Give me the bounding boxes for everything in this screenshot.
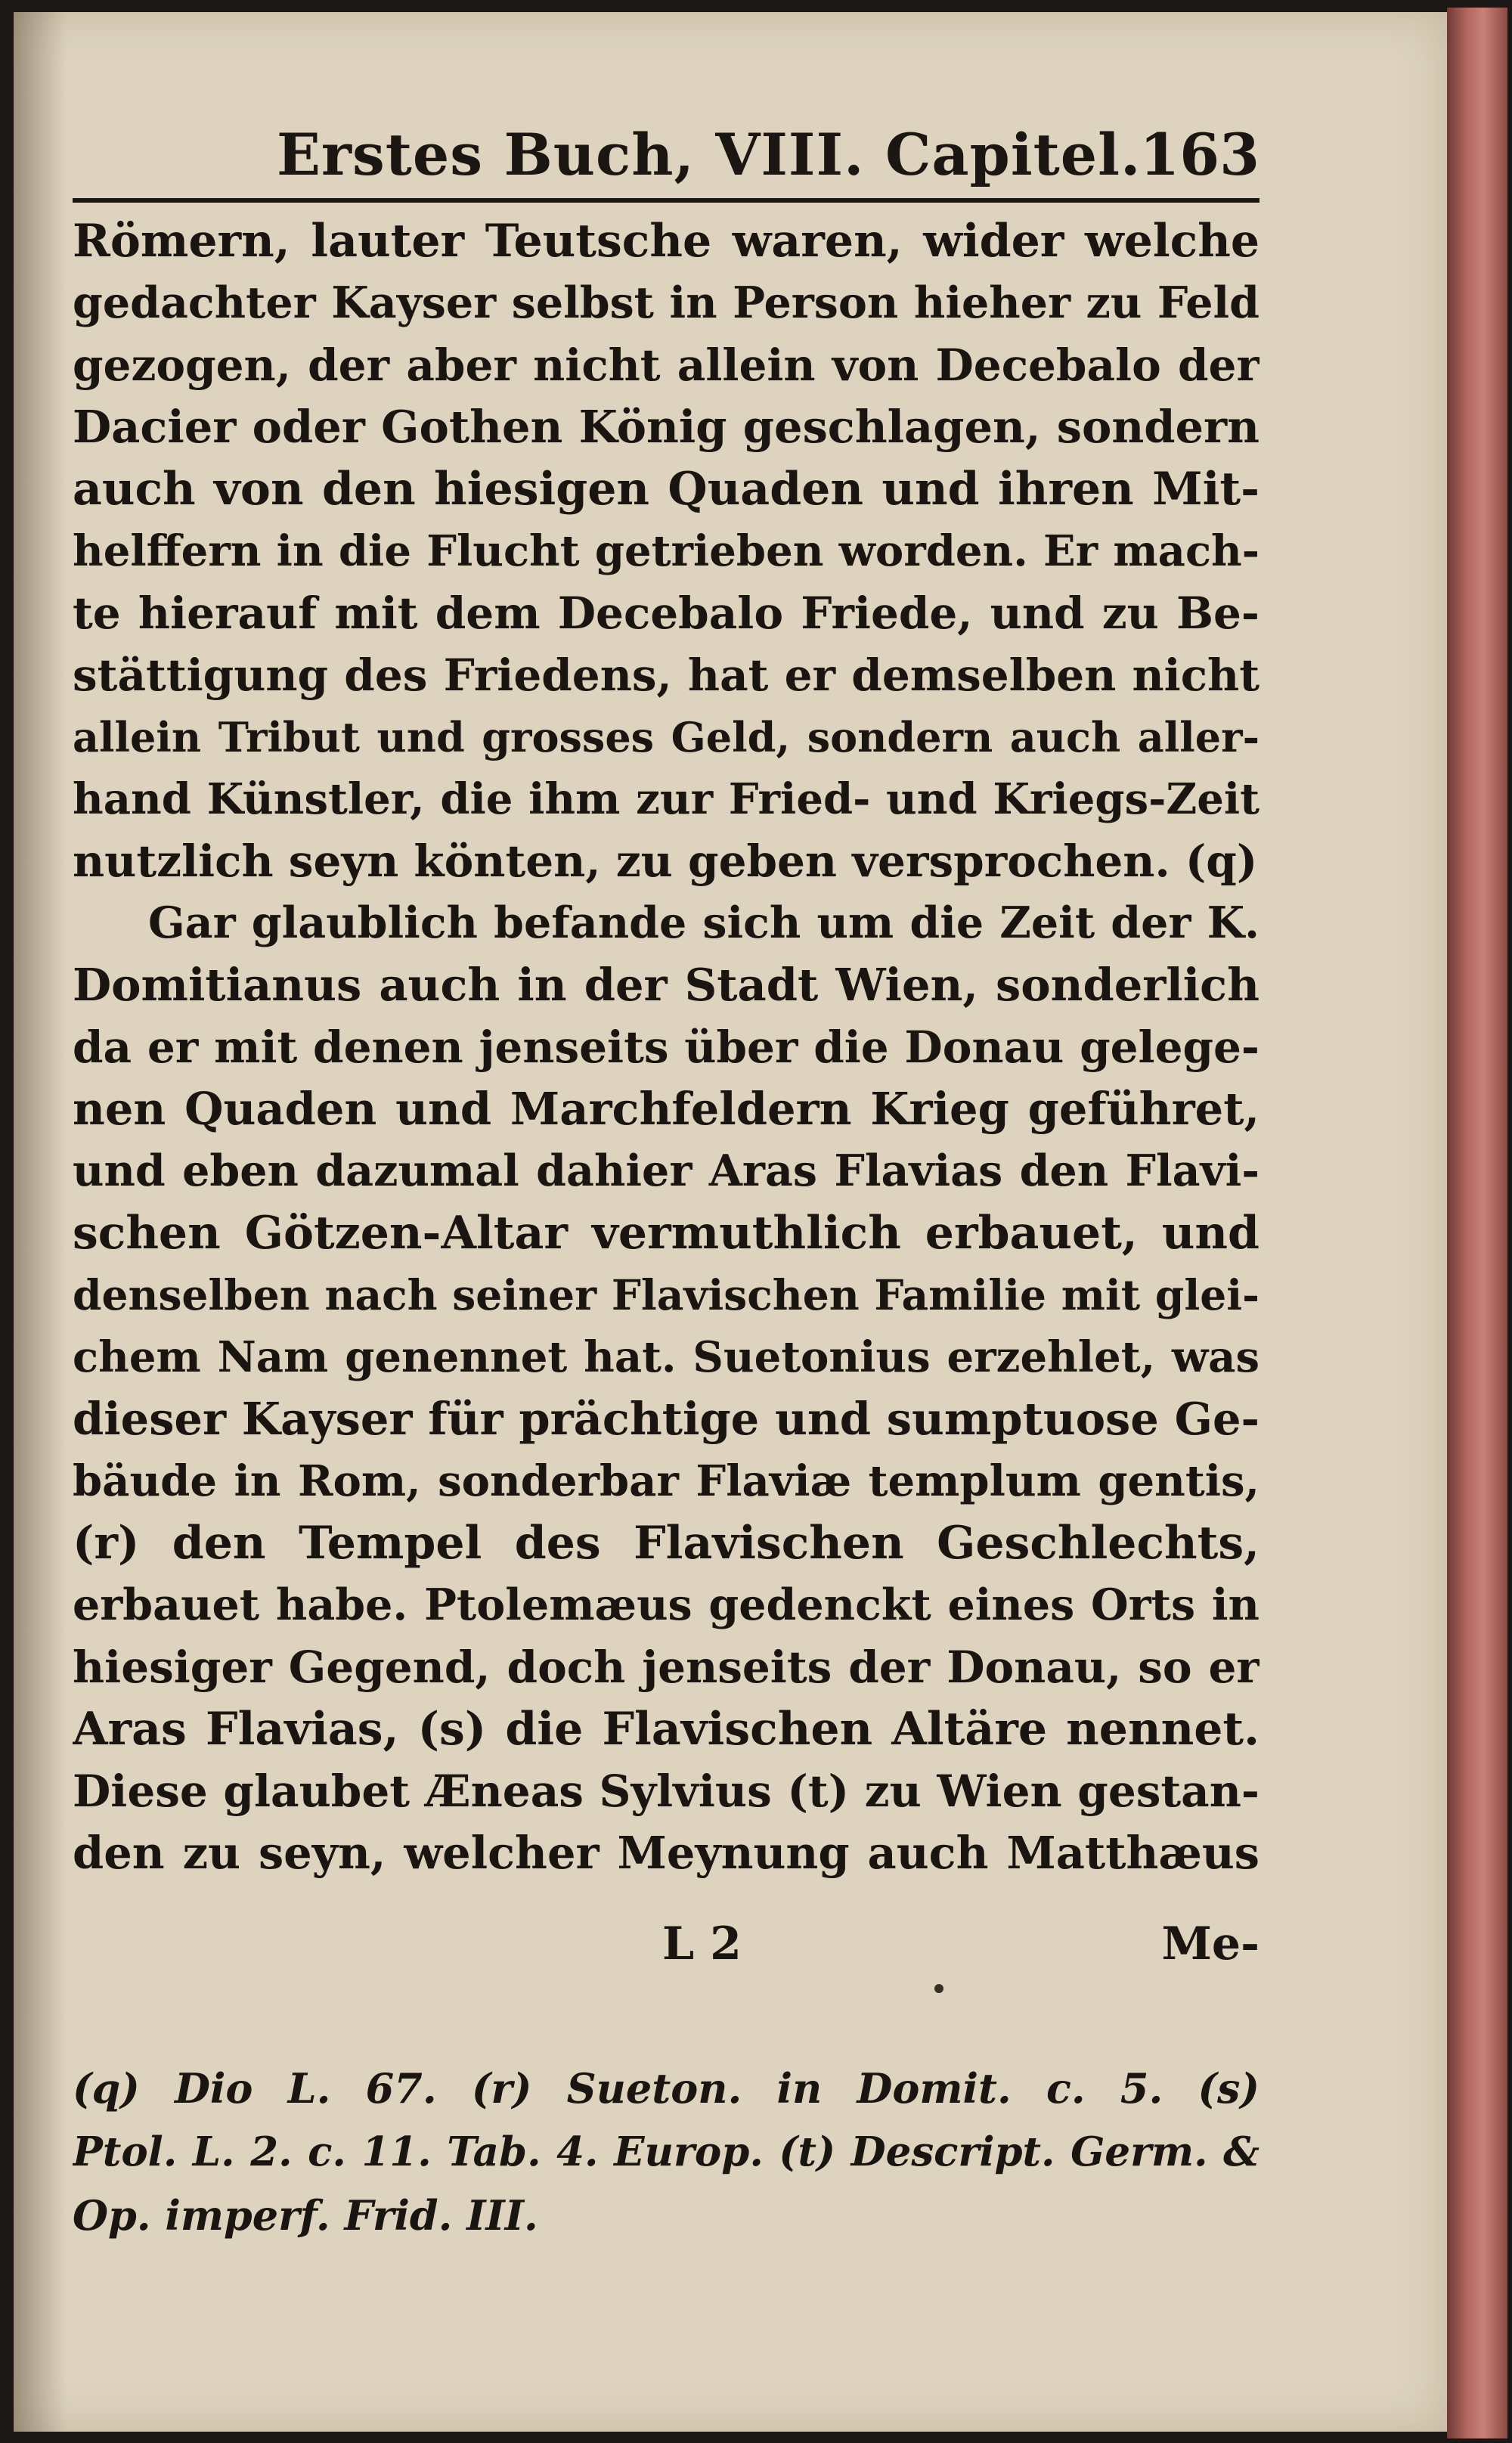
text-line: (r) den Tempel des Flavischen Geschlechts, xyxy=(73,1517,1259,1570)
text-line: allein Tribut und grosses Geld, sondern auch aller- xyxy=(73,713,1259,761)
page-bottom-line xyxy=(73,1918,1259,1978)
chapter-heading: Erstes Buch, VIII. Capitel. xyxy=(277,121,1142,188)
footnote-line: Op. imperf. Frid. III. xyxy=(73,2191,538,2240)
text-line: da er mit denen jenseits über die Donau gelege- xyxy=(73,1022,1259,1073)
footnotes xyxy=(73,2057,1259,2247)
page-edge xyxy=(1447,8,1507,2438)
text-line: erbauet habe. Ptolemæus gedenckt eines Orts in xyxy=(73,1580,1259,1630)
body-text xyxy=(73,210,1259,1884)
text-line: den zu seyn, welcher Meynung auch Matthæus xyxy=(73,1827,1259,1879)
footnote-line: (q) Dio L. 67. (r) Sueton. in Domit. c. 5. (s) xyxy=(73,2064,1259,2113)
text-line: helffern in die Flucht getrieben worden. Er mach- xyxy=(73,526,1259,576)
text-line: und eben dazumal dahier Aras Flavias den Flavi- xyxy=(73,1146,1259,1196)
text-line: chem Nam genennet hat. Suetonius erzehlet, was xyxy=(73,1332,1259,1382)
text-line: gedachter Kayser selbst in Person hieher zu Feld xyxy=(73,277,1259,328)
running-head xyxy=(73,113,1259,197)
text-line: denselben nach seiner Flavischen Familie mit glei- xyxy=(73,1270,1259,1319)
page-number: 163 xyxy=(1139,121,1259,188)
signature-mark: L 2 xyxy=(662,1918,742,1970)
text-line: schen Götzen-Altar vermuthlich erbauet, und xyxy=(73,1207,1259,1260)
text-line: stättigung des Friedens, hat er demselben nicht xyxy=(73,650,1259,701)
text-line: dieser Kayser für prächtige und sumptuose Ge- xyxy=(73,1393,1259,1445)
text-line: bäude in Rom, sonderbar Flaviæ templum gentis, xyxy=(73,1456,1259,1506)
ink-speck xyxy=(934,1984,943,1993)
text-line: Aras Flavias, (s) die Flavischen Altäre nennet. xyxy=(73,1703,1259,1756)
text-line: Dacier oder Gothen König geschlagen, sondern xyxy=(73,401,1259,453)
text-line: gezogen, der aber nicht allein von Decebalo der xyxy=(73,339,1259,391)
footnote-line: Ptol. L. 2. c. 11. Tab. 4. Europ. (t) Descript. Germ. & xyxy=(73,2128,1259,2175)
text-line: te hierauf mit dem Decebalo Friede, und zu Be- xyxy=(73,587,1259,639)
catchword: Me- xyxy=(1161,1918,1259,1970)
text-line: nen Quaden und Marchfeldern Krieg geführet, xyxy=(73,1083,1259,1135)
binding-shadow xyxy=(14,12,67,2432)
text-line: hand Künstler, die ihm zur Fried- und Kriegs-Zeit xyxy=(73,774,1259,824)
text-line: Römern, lauter Teutsche waren, wider welche xyxy=(73,215,1259,268)
text-line: hiesiger Gegend, doch jenseits der Donau, so er xyxy=(73,1642,1259,1693)
text-line: nutzlich seyn könten, zu geben versprochen. (q) xyxy=(73,836,1258,887)
header-rule xyxy=(73,198,1259,203)
text-line: auch von den hiesigen Quaden und ihren Mit- xyxy=(73,463,1259,516)
text-line: Gar glaublich befande sich um die Zeit der K. xyxy=(148,898,1259,948)
text-line: Diese glaubet Æneas Sylvius (t) zu Wien gestan- xyxy=(73,1766,1259,1817)
text-line: Domitianus auch in der Stadt Wien, sonderlich xyxy=(73,959,1259,1011)
